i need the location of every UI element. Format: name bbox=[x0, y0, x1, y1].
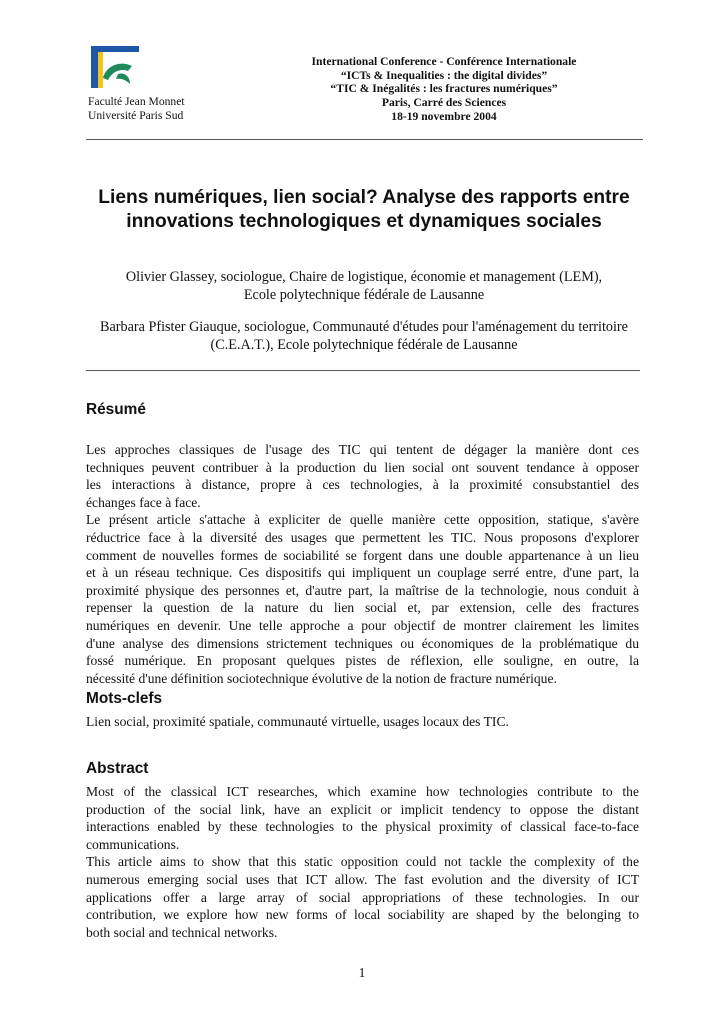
resume-heading: Résumé bbox=[86, 401, 146, 418]
text-line: This article aims to show that this static opposition could not tackle the complexity of the bbox=[86, 854, 639, 870]
conference-line: 18-19 novembre 2004 bbox=[391, 109, 497, 123]
text-line: both social and technical networks. bbox=[86, 924, 278, 940]
text-line: Le présent article s'attache à expliciter de quelle manière cette opposition, statique, s'avère bbox=[86, 512, 639, 528]
text-line: repenser la question de la nature du lien social et, par extension, celle des fractures bbox=[86, 600, 639, 616]
resume-text bbox=[86, 441, 639, 687]
text-line: contribution, we explore how new forms of local sociability are shaped by the belonging to bbox=[86, 907, 639, 923]
text-line: comment de nouvelles formes de sociabilité se forgent dans une double appartenance à un lieu bbox=[86, 547, 639, 563]
conference-header bbox=[250, 55, 638, 124]
text-line: et à un réseau technique. Ces dispositifs qui impliquent un couplage serré entre, d'une part, la bbox=[86, 565, 639, 581]
text-line: Les approches classiques de l'usage des TIC qui tentent de dégager la manière dont ces bbox=[86, 442, 639, 457]
text-line: les interactions à distance, propre à ces technologies, à la proximité consubstantiel des bbox=[86, 477, 639, 493]
text-line: production of the social link, have an explicit or implicit tendency to oppose the distant bbox=[86, 801, 639, 817]
abstract-heading: Abstract bbox=[86, 760, 149, 777]
text-line: interactions enabled by these technologies to the physical proximity of classical face-to-face bbox=[86, 819, 639, 835]
faculty-logo bbox=[88, 44, 142, 90]
header-divider bbox=[86, 139, 643, 140]
page-number: 1 bbox=[358, 965, 366, 980]
conference-line: “ICTs & Inequalities : the digital divides” bbox=[340, 68, 548, 82]
title-line: Liens numériques, lien social? Analyse des rapports entre bbox=[98, 187, 630, 208]
author-block bbox=[84, 318, 644, 355]
title-line: innovations technologiques et dynamiques sociales bbox=[126, 210, 602, 232]
institution-name bbox=[88, 95, 185, 122]
text-line: techniques peuvent contribuer à la production du lien social ont souvent tendance à opposer bbox=[86, 459, 639, 475]
text-line: d'une analyse des dimensions strictement techniques ou économiques de la problématique du bbox=[86, 635, 639, 651]
conference-line: “TIC & Inégalités : les fractures numériques” bbox=[330, 82, 558, 96]
author-line: (C.E.A.T.), Ecole polytechnique fédérale de Lausanne bbox=[210, 337, 518, 354]
text-line: fossé numérique. En proposant quelques pistes de réflexion, elle souligne, en outre, la bbox=[86, 653, 639, 669]
author-block bbox=[84, 268, 644, 305]
text-line: Lien social, proximité spatiale, communauté virtuelle, usages locaux des TIC. bbox=[86, 714, 509, 729]
author-line: Olivier Glassey, sociologue, Chaire de logistique, économie et management (LEM), bbox=[125, 269, 603, 285]
institution-line: Université Paris Sud bbox=[88, 108, 184, 122]
text-line: applications offer a large array of social appropriations of these technologies. In our bbox=[86, 889, 639, 905]
text-line: échanges face à face. bbox=[86, 494, 201, 510]
text-line: communications. bbox=[86, 836, 180, 852]
author-line: Barbara Pfister Giauque, sociologue, Communauté d'études pour l'aménagement du territoire bbox=[100, 319, 628, 335]
text-line: proximité physique des personnes et, d'autre part, la maîtrise de la technologie, nous conduit à bbox=[86, 582, 639, 598]
text-line: numerous emerging social uses that ICT allow. The fast evolution and the diversity of ICT bbox=[86, 871, 639, 887]
text-line: nécessité d'une définition sociotechnique évolutive de la notion de fracture numérique. bbox=[86, 670, 557, 686]
conference-line: Paris, Carré des Sciences bbox=[381, 96, 507, 110]
paper-title bbox=[84, 186, 644, 233]
conference-line: International Conference - Conférence Internationale bbox=[311, 55, 577, 68]
authors-divider bbox=[86, 370, 640, 371]
keywords-heading: Mots-clefs bbox=[86, 690, 163, 707]
institution-line: Faculté Jean Monnet bbox=[88, 95, 185, 108]
text-line: numériques en devenir. Une telle approche a pour objectif de montrer clairement les limites bbox=[86, 617, 639, 633]
keywords-text bbox=[86, 713, 639, 731]
text-line: réductrice face à la diversité des usages que permettent les TIC. Nous proposons d'explorer bbox=[86, 529, 639, 545]
text-line: Most of the classical ICT researches, which examine how technologies contribute to the bbox=[86, 784, 639, 799]
abstract-text bbox=[86, 783, 639, 941]
author-line: Ecole polytechnique fédérale de Lausanne bbox=[243, 287, 485, 304]
